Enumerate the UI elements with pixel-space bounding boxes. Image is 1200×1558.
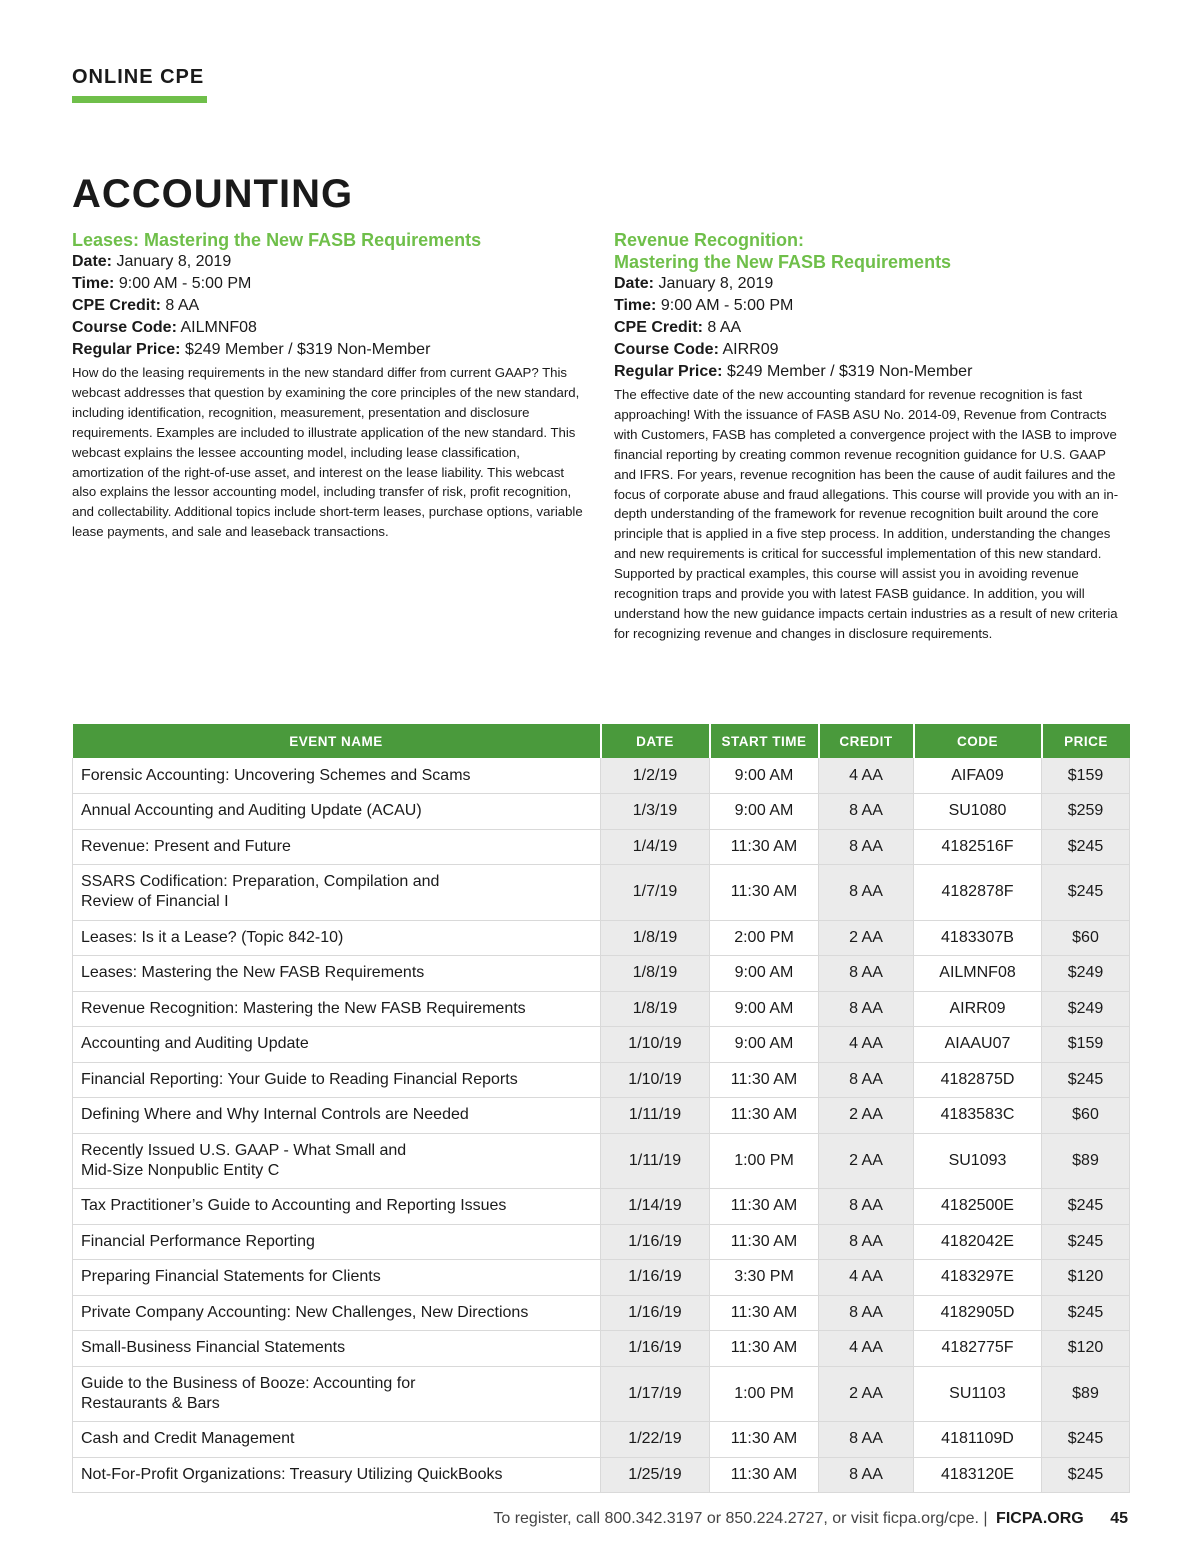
cell-price: $245 bbox=[1042, 1422, 1130, 1458]
page-title: ACCOUNTING bbox=[72, 172, 354, 216]
date-label: Date: bbox=[72, 253, 113, 270]
credit-label: CPE Credit: bbox=[614, 319, 703, 336]
table-row bbox=[73, 1331, 1130, 1367]
cell-price: $245 bbox=[1042, 1189, 1130, 1225]
cell-start-time: 11:30 AM bbox=[710, 865, 819, 921]
cell-start-time: 11:30 AM bbox=[710, 1457, 819, 1493]
cell-date: 1/25/19 bbox=[601, 1457, 710, 1493]
cell-event-name: Defining Where and Why Internal Controls are Needed bbox=[73, 1098, 601, 1134]
table-row bbox=[73, 865, 1130, 921]
course-price bbox=[72, 339, 590, 361]
cell-credit: 2 AA bbox=[819, 1133, 914, 1189]
cell-code: AIRR09 bbox=[914, 991, 1042, 1027]
cell-code: 4181109D bbox=[914, 1422, 1042, 1458]
course-leases bbox=[72, 229, 590, 542]
table-row bbox=[73, 829, 1130, 865]
cell-code: 4182875D bbox=[914, 1062, 1042, 1098]
cell-event-name: Annual Accounting and Auditing Update (ACAU) bbox=[73, 794, 601, 830]
cell-date: 1/16/19 bbox=[601, 1224, 710, 1260]
course-time bbox=[614, 295, 1120, 317]
time-value: 9:00 AM - 5:00 PM bbox=[660, 297, 794, 314]
cell-code: AILMNF08 bbox=[914, 956, 1042, 992]
cell-event-name: Tax Practitioner’s Guide to Accounting and Reporting Issues bbox=[73, 1189, 601, 1225]
cell-event-name: Cash and Credit Management bbox=[73, 1422, 601, 1458]
table-row bbox=[73, 758, 1130, 794]
cell-credit: 8 AA bbox=[819, 956, 914, 992]
cell-date: 1/2/19 bbox=[601, 758, 710, 794]
cell-credit: 8 AA bbox=[819, 1224, 914, 1260]
price-value: $249 Member / $319 Non-Member bbox=[726, 363, 973, 380]
cell-start-time: 11:30 AM bbox=[710, 1062, 819, 1098]
cell-event-name: Not-For-Profit Organizations: Treasury Utilizing QuickBooks bbox=[73, 1457, 601, 1493]
cell-code: AIFA09 bbox=[914, 758, 1042, 794]
cell-event-name: Financial Performance Reporting bbox=[73, 1224, 601, 1260]
cell-code: 4182775F bbox=[914, 1331, 1042, 1367]
course-time bbox=[72, 273, 590, 295]
cell-event-name: Accounting and Auditing Update bbox=[73, 1027, 601, 1063]
cell-event-name: Leases: Is it a Lease? (Topic 842-10) bbox=[73, 920, 601, 956]
code-value: AILMNF08 bbox=[180, 319, 257, 336]
cell-price: $60 bbox=[1042, 920, 1130, 956]
table-row bbox=[73, 1422, 1130, 1458]
course-code bbox=[72, 317, 590, 339]
cell-credit: 4 AA bbox=[819, 1331, 914, 1367]
cell-start-time: 9:00 AM bbox=[710, 991, 819, 1027]
course-revenue-recognition bbox=[614, 229, 1120, 644]
cell-start-time: 9:00 AM bbox=[710, 956, 819, 992]
table-row bbox=[73, 794, 1130, 830]
cell-price: $159 bbox=[1042, 1027, 1130, 1063]
cell-price: $245 bbox=[1042, 1224, 1130, 1260]
time-value: 9:00 AM - 5:00 PM bbox=[118, 275, 252, 292]
code-label: Course Code: bbox=[72, 319, 177, 336]
cell-date: 1/10/19 bbox=[601, 1062, 710, 1098]
cell-credit: 8 AA bbox=[819, 1422, 914, 1458]
date-label: Date: bbox=[614, 275, 655, 292]
footer bbox=[493, 1510, 1128, 1528]
price-label: Regular Price: bbox=[72, 341, 181, 358]
cell-price: $159 bbox=[1042, 758, 1130, 794]
table-row bbox=[73, 920, 1130, 956]
cell-date: 1/16/19 bbox=[601, 1295, 710, 1331]
col-price: PRICE bbox=[1042, 724, 1130, 758]
cell-code: 4183583C bbox=[914, 1098, 1042, 1134]
table-row bbox=[73, 1027, 1130, 1063]
cell-event-name: Revenue: Present and Future bbox=[73, 829, 601, 865]
cell-credit: 4 AA bbox=[819, 1260, 914, 1296]
time-label: Time: bbox=[72, 275, 115, 292]
table-row bbox=[73, 991, 1130, 1027]
cell-credit: 8 AA bbox=[819, 1062, 914, 1098]
cell-credit: 4 AA bbox=[819, 758, 914, 794]
table-row bbox=[73, 1224, 1130, 1260]
credit-value: 8 AA bbox=[165, 297, 200, 314]
cell-price: $60 bbox=[1042, 1098, 1130, 1134]
site-name: FICPA.ORG bbox=[996, 1510, 1084, 1527]
section-tag: ONLINE CPE bbox=[72, 66, 205, 88]
cell-start-time: 11:30 AM bbox=[710, 1295, 819, 1331]
cell-credit: 2 AA bbox=[819, 1098, 914, 1134]
cell-event-name: Leases: Mastering the New FASB Requirements bbox=[73, 956, 601, 992]
cell-date: 1/10/19 bbox=[601, 1027, 710, 1063]
cell-credit: 8 AA bbox=[819, 1457, 914, 1493]
table-row bbox=[73, 1260, 1130, 1296]
time-label: Time: bbox=[614, 297, 657, 314]
cell-start-time: 11:30 AM bbox=[710, 829, 819, 865]
table-row bbox=[73, 956, 1130, 992]
cell-start-time: 9:00 AM bbox=[710, 758, 819, 794]
cell-price: $249 bbox=[1042, 991, 1130, 1027]
price-label: Regular Price: bbox=[614, 363, 723, 380]
code-label: Course Code: bbox=[614, 341, 719, 358]
cell-credit: 4 AA bbox=[819, 1027, 914, 1063]
section-underline bbox=[72, 96, 207, 103]
cell-price: $245 bbox=[1042, 829, 1130, 865]
cell-event-name: Guide to the Business of Booze: Accounting for Restaurants & Bars bbox=[73, 1366, 601, 1422]
cell-start-time: 9:00 AM bbox=[710, 794, 819, 830]
cell-credit: 2 AA bbox=[819, 920, 914, 956]
table-row bbox=[73, 1133, 1130, 1189]
price-value: $249 Member / $319 Non-Member bbox=[184, 341, 431, 358]
cell-date: 1/3/19 bbox=[601, 794, 710, 830]
table-row bbox=[73, 1098, 1130, 1134]
course-title: Leases: Mastering the New FASB Requirements bbox=[72, 230, 482, 250]
cell-price: $245 bbox=[1042, 865, 1130, 921]
cell-start-time: 11:30 AM bbox=[710, 1098, 819, 1134]
cell-price: $259 bbox=[1042, 794, 1130, 830]
cell-code: 4183297E bbox=[914, 1260, 1042, 1296]
course-title-line-1: Revenue Recognition: bbox=[614, 230, 805, 250]
table-body bbox=[73, 758, 1130, 1493]
cell-credit: 8 AA bbox=[819, 794, 914, 830]
course-credit bbox=[72, 295, 590, 317]
cell-code: SU1093 bbox=[914, 1133, 1042, 1189]
cell-code: SU1080 bbox=[914, 794, 1042, 830]
col-start-time: START TIME bbox=[710, 724, 819, 758]
code-value: AIRR09 bbox=[722, 341, 779, 358]
cell-credit: 8 AA bbox=[819, 1295, 914, 1331]
cell-code: 4182042E bbox=[914, 1224, 1042, 1260]
cell-credit: 8 AA bbox=[819, 991, 914, 1027]
cell-date: 1/8/19 bbox=[601, 920, 710, 956]
cell-event-name: Financial Reporting: Your Guide to Reading Financial Reports bbox=[73, 1062, 601, 1098]
cell-code: 4182878F bbox=[914, 865, 1042, 921]
cell-date: 1/14/19 bbox=[601, 1189, 710, 1225]
date-value: January 8, 2019 bbox=[116, 253, 232, 270]
course-description: The effective date of the new accounting standard for revenue recognition is fast approaching! With the issuance of FASB ASU No. 2014-09, Revenue from Contracts with Customers, FASB has completed a convergence project with the IASB to improve financial reporting by creating common revenue recognition guidance for U.S. GAAP and IFRS. For years, revenue recognition has been the cause of audit failures and the focus of corporate abuse and fraud allegations. This course will provide you with an in-depth understanding of the framework for revenue recognition built around the core principle that is applied in a five step process. In addition, understanding the changes and new requirements is critical for successful implementation of this new standard. Supported by practical examples, this course will assist you in avoiding revenue recognition traps and provide you with latest FASB guidance. In addition, you will understand how the new guidance impacts certain industries as a result of new criteria for recognizing revenue and changes in disclosure requirements. bbox=[614, 387, 1119, 641]
cell-date: 1/17/19 bbox=[601, 1366, 710, 1422]
cell-code: SU1103 bbox=[914, 1366, 1042, 1422]
cell-code: 4183120E bbox=[914, 1457, 1042, 1493]
cell-event-name: SSARS Codification: Preparation, Compilation and Review of Financial I bbox=[73, 865, 601, 921]
course-date bbox=[72, 251, 590, 273]
cell-start-time: 11:30 AM bbox=[710, 1422, 819, 1458]
cell-price: $89 bbox=[1042, 1366, 1130, 1422]
cell-start-time: 1:00 PM bbox=[710, 1366, 819, 1422]
cell-event-name: Small-Business Financial Statements bbox=[73, 1331, 601, 1367]
course-date bbox=[614, 273, 1120, 295]
register-text: To register, call 800.342.3197 or 850.224.2727, or visit ficpa.org/cpe. | bbox=[493, 1510, 988, 1527]
cell-start-time: 3:30 PM bbox=[710, 1260, 819, 1296]
cell-price: $249 bbox=[1042, 956, 1130, 992]
table-header-row bbox=[73, 724, 1130, 758]
cell-price: $120 bbox=[1042, 1260, 1130, 1296]
cell-date: 1/7/19 bbox=[601, 865, 710, 921]
table-row bbox=[73, 1366, 1130, 1422]
cell-start-time: 9:00 AM bbox=[710, 1027, 819, 1063]
cell-event-name: Recently Issued U.S. GAAP - What Small and Mid-Size Nonpublic Entity C bbox=[73, 1133, 601, 1189]
cell-event-name: Revenue Recognition: Mastering the New FASB Requirements bbox=[73, 991, 601, 1027]
cell-price: $245 bbox=[1042, 1457, 1130, 1493]
credit-value: 8 AA bbox=[707, 319, 742, 336]
cell-date: 1/16/19 bbox=[601, 1331, 710, 1367]
credit-label: CPE Credit: bbox=[72, 297, 161, 314]
cell-credit: 8 AA bbox=[819, 829, 914, 865]
cell-date: 1/4/19 bbox=[601, 829, 710, 865]
course-price bbox=[614, 361, 1120, 383]
cell-date: 1/11/19 bbox=[601, 1098, 710, 1134]
cell-code: 4182516F bbox=[914, 829, 1042, 865]
course-code bbox=[614, 339, 1120, 361]
cell-code: 4183307B bbox=[914, 920, 1042, 956]
cell-start-time: 2:00 PM bbox=[710, 920, 819, 956]
col-credit: CREDIT bbox=[819, 724, 914, 758]
cell-credit: 8 AA bbox=[819, 865, 914, 921]
page-number: 45 bbox=[1110, 1510, 1128, 1527]
cell-date: 1/8/19 bbox=[601, 991, 710, 1027]
cell-start-time: 11:30 AM bbox=[710, 1331, 819, 1367]
col-date: DATE bbox=[601, 724, 710, 758]
table-row bbox=[73, 1295, 1130, 1331]
table-row bbox=[73, 1189, 1130, 1225]
cell-start-time: 11:30 AM bbox=[710, 1189, 819, 1225]
cell-date: 1/22/19 bbox=[601, 1422, 710, 1458]
course-description: How do the leasing requirements in the new standard differ from current GAAP? This webcast addresses that question by examining the core principles of the new standard, including identification, recognition, measurement, presentation and disclosure requirements. Examples are included to illustrate application of the new standard. This webcast explains the lessee accounting model, including lease classification, amortization of the right-of-use asset, and interest on the lease liability. This webcast also explains the lessor accounting model, including transfer of risk, profit recognition, and collectability. Additional topics include short-term leases, purchase options, variable lease payments, and sale and leaseback transactions. bbox=[72, 365, 583, 540]
col-event-name: EVENT NAME bbox=[73, 724, 601, 758]
table-row bbox=[73, 1062, 1130, 1098]
cell-code: AIAAU07 bbox=[914, 1027, 1042, 1063]
cell-date: 1/16/19 bbox=[601, 1260, 710, 1296]
col-code: CODE bbox=[914, 724, 1042, 758]
cell-event-name: Private Company Accounting: New Challenges, New Directions bbox=[73, 1295, 601, 1331]
cell-price: $120 bbox=[1042, 1331, 1130, 1367]
events-table bbox=[72, 724, 1130, 1493]
cell-credit: 8 AA bbox=[819, 1189, 914, 1225]
cell-credit: 2 AA bbox=[819, 1366, 914, 1422]
cell-start-time: 11:30 AM bbox=[710, 1224, 819, 1260]
table-row bbox=[73, 1457, 1130, 1493]
cell-code: 4182905D bbox=[914, 1295, 1042, 1331]
cell-price: $245 bbox=[1042, 1295, 1130, 1331]
cell-date: 1/8/19 bbox=[601, 956, 710, 992]
cell-price: $89 bbox=[1042, 1133, 1130, 1189]
course-credit bbox=[614, 317, 1120, 339]
cell-start-time: 1:00 PM bbox=[710, 1133, 819, 1189]
cell-event-name: Preparing Financial Statements for Clients bbox=[73, 1260, 601, 1296]
cell-event-name: Forensic Accounting: Uncovering Schemes and Scams bbox=[73, 758, 601, 794]
cell-date: 1/11/19 bbox=[601, 1133, 710, 1189]
cell-code: 4182500E bbox=[914, 1189, 1042, 1225]
date-value: January 8, 2019 bbox=[658, 275, 774, 292]
cell-price: $245 bbox=[1042, 1062, 1130, 1098]
course-title-line-2: Mastering the New FASB Requirements bbox=[614, 252, 952, 272]
